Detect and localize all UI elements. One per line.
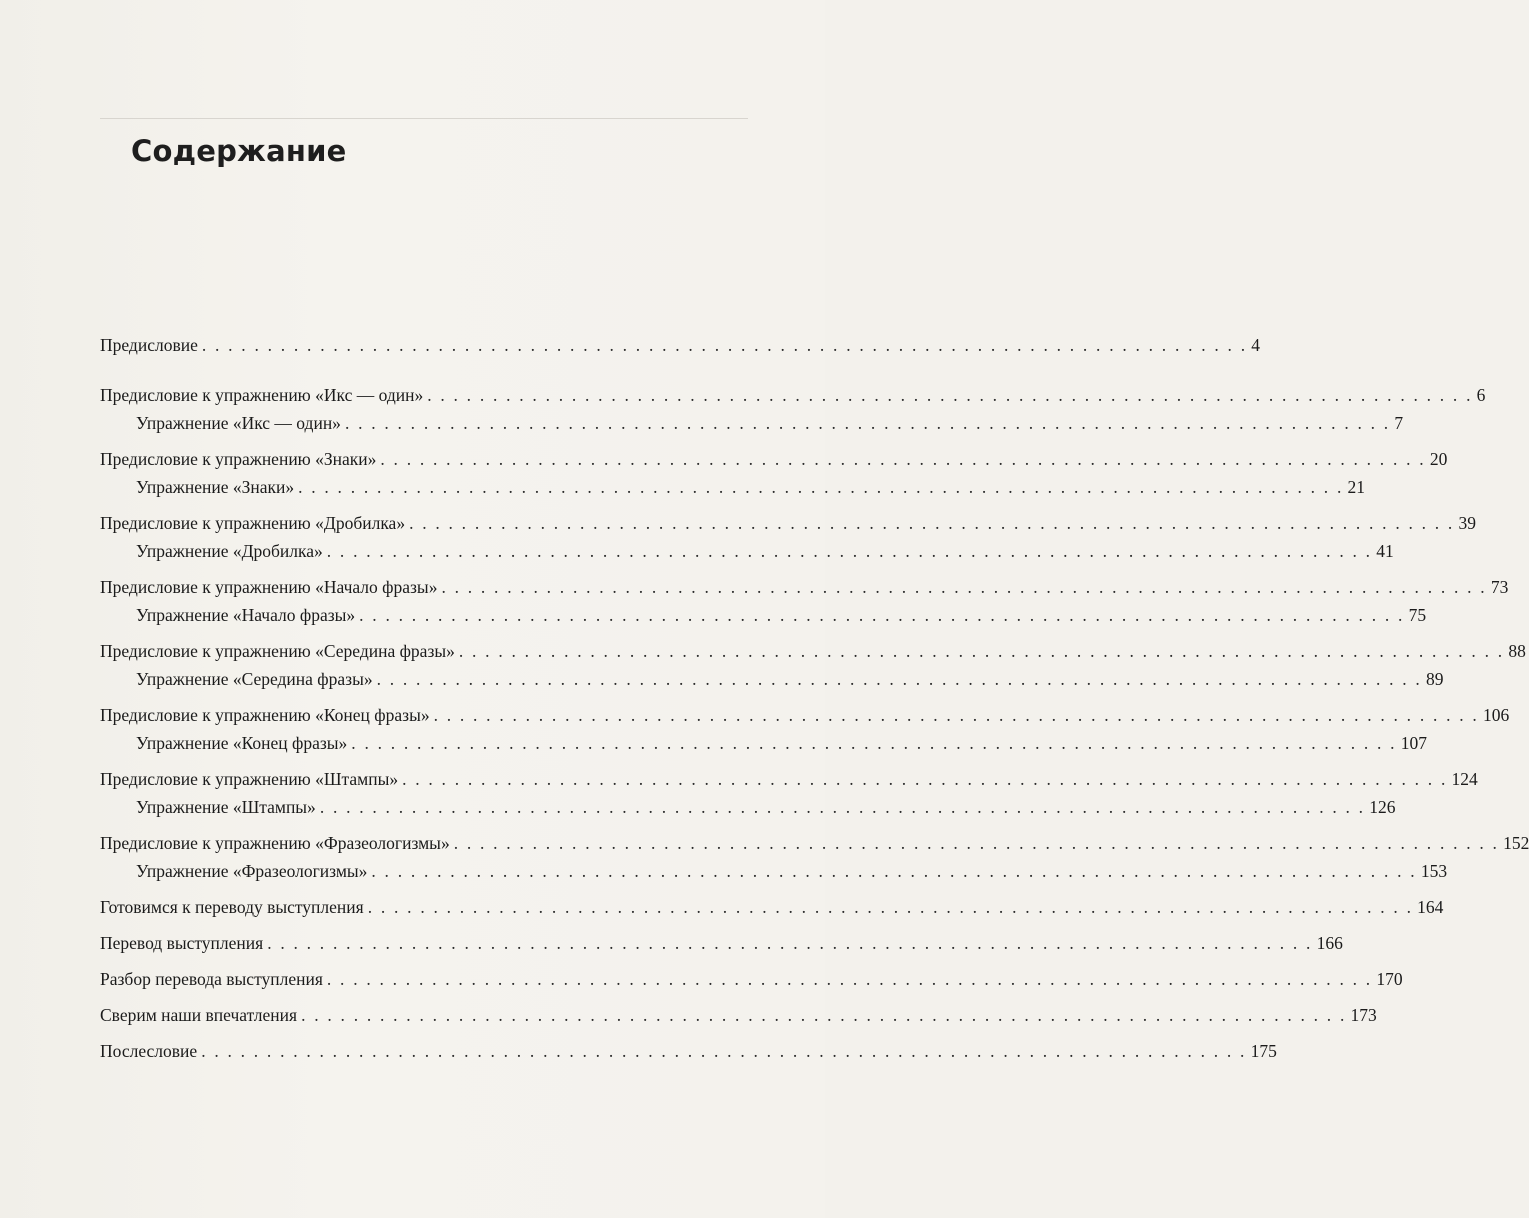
toc-page-number: 6 [1476,385,1486,405]
toc-entry[interactable] [100,1004,1377,1026]
toc-entry-label: Упражнение «Штампы» [136,797,316,817]
toc-entry-label: Упражнение «Дробилка» [136,541,323,561]
toc-leader-dots: . . . . . . . . . . . . . . . . . . . . . . . . . . . . . . . . . . . . . . . . . . . . . . . . . . . . . . . . . . . . . . . . . . . . . . . . . . . . . . . . [301,1005,1347,1025]
toc-subentry[interactable] [100,412,1404,434]
toc-leader-dots: . . . . . . . . . . . . . . . . . . . . . . . . . . . . . . . . . . . . . . . . . . . . . . . . . . . . . . . . . . . . . . . . . . . . . . . . . . . . . . . . [201,335,1248,355]
toc-page-number: 152 [1503,833,1529,853]
toc-leader-dots: . . . . . . . . . . . . . . . . . . . . . . . . . . . . . . . . . . . . . . . . . . . . . . . . . . . . . . . . . . . . . . . . . . . . . . . . . . . . . . . . [402,769,1448,789]
toc-page-number: 124 [1451,769,1478,789]
toc-entry-label: Упражнение «Середина фразы» [136,669,373,689]
toc-page-number: 20 [1429,449,1448,469]
toc-page-number: 88 [1508,641,1526,661]
toc-leader-dots: . . . . . . . . . . . . . . . . . . . . . . . . . . . . . . . . . . . . . . . . . . . . . . . . . . . . . . . . . . . . . . . . . . . . . . . . . . . . . . . . [458,641,1505,661]
toc-page-number: 107 [1400,733,1427,753]
toc-leader-dots: . . . . . . . . . . . . . . . . . . . . . . . . . . . . . . . . . . . . . . . . . . . . . . . . . . . . . . . . . . . . . . . . . . . . . . . . . . . . . . . . [453,833,1500,853]
toc-page-number: 126 [1369,797,1396,817]
toc-leader-dots: . . . . . . . . . . . . . . . . . . . . . . . . . . . . . . . . . . . . . . . . . . . . . . . . . . . . . . . . . . . . . . . . . . . . . . . . . . . . . . . . [319,797,1366,817]
toc-entry-label: Упражнение «Икс — один» [136,413,341,433]
toc-leader-dots: . . . . . . . . . . . . . . . . . . . . . . . . . . . . . . . . . . . . . . . . . . . . . . . . . . . . . . . . . . . . . . . . . . . . . . . . . . . . . . . . [409,513,1455,533]
toc-entry-label: Предисловие к упражнению «Штампы» [100,769,399,789]
toc-leader-dots: . . . . . . . . . . . . . . . . . . . . . . . . . . . . . . . . . . . . . . . . . . . . . . . . . . . . . . . . . . . . . . . . . . . . . . . . . . . . . . . . [351,733,1397,753]
toc-page-number: 153 [1420,861,1448,881]
toc-leader-dots: . . . . . . . . . . . . . . . . . . . . . . . . . . . . . . . . . . . . . . . . . . . . . . . . . . . . . . . . . . . . . . . . . . . . . . . . . . . . . . . . [326,541,1373,561]
toc-entry-label: Разбор перевода выступления [100,969,323,989]
toc-page-number: 4 [1251,335,1261,355]
toc-leader-dots: . . . . . . . . . . . . . . . . . . . . . . . . . . . . . . . . . . . . . . . . . . . . . . . . . . . . . . . . . . . . . . . . . . . . . . . . . . . . . . . . [380,449,1426,469]
toc-subentry[interactable] [100,796,1396,818]
toc-entry-label: Перевод выступления [100,933,264,953]
toc-leader-dots: . . . . . . . . . . . . . . . . . . . . . . . . . . . . . . . . . . . . . . . . . . . . . . . . . . . . . . . . . . . . . . . . . . . . . . . . . . . . . . . . [201,1041,1247,1061]
toc-entry-label: Предисловие к упражнению «Икс — один» [100,385,424,405]
toc-entry-label: Предисловие [100,335,198,355]
toc-page-number: 21 [1347,477,1366,497]
toc-leader-dots: . . . . . . . . . . . . . . . . . . . . . . . . . . . . . . . . . . . . . . . . . . . . . . . . . . . . . . . . . . . . . . . . . . . . . . . . . . . . . . . . [376,669,1423,689]
toc-entry[interactable] [100,896,1444,918]
table-of-contents [100,334,1529,1062]
toc-entry-label: Послесловие [100,1041,198,1061]
toc-leader-dots: . . . . . . . . . . . . . . . . . . . . . . . . . . . . . . . . . . . . . . . . . . . . . . . . . . . . . . . . . . . . . . . . . . . . . . . . . . . . . . . . [298,477,1344,497]
toc-page-number: 175 [1250,1041,1277,1061]
toc-leader-dots: . . . . . . . . . . . . . . . . . . . . . . . . . . . . . . . . . . . . . . . . . . . . . . . . . . . . . . . . . . . . . . . . . . . . . . . . . . . . . . . . [326,969,1373,989]
toc-leader-dots: . . . . . . . . . . . . . . . . . . . . . . . . . . . . . . . . . . . . . . . . . . . . . . . . . . . . . . . . . . . . . . . . . . . . . . . . . . . . . . . . [367,897,1414,917]
toc-entry[interactable] [100,968,1403,990]
toc-page-number: 170 [1376,969,1403,989]
toc-entry[interactable] [100,384,1486,406]
toc-subentry[interactable] [100,604,1427,626]
toc-page-number: 7 [1394,413,1404,433]
toc-page-number: 164 [1417,897,1444,917]
toc-entry-label: Сверим наши впечатления [100,1005,298,1025]
toc-entry[interactable] [100,448,1448,470]
toc-page-number: 41 [1376,541,1394,561]
toc-subentry[interactable] [100,476,1366,498]
toc-page-number: 173 [1350,1005,1377,1025]
toc-entry[interactable] [100,832,1529,854]
toc-page-number: 73 [1490,577,1509,597]
toc-entry-label: Упражнение «Фразеологизмы» [136,861,368,881]
toc-page-number: 106 [1483,705,1510,725]
toc-leader-dots: . . . . . . . . . . . . . . . . . . . . . . . . . . . . . . . . . . . . . . . . . . . . . . . . . . . . . . . . . . . . . . . . . . . . . . . . . . . . . . . . [359,605,1405,625]
toc-page-number: 166 [1316,933,1343,953]
toc-entry-label: Предисловие к упражнению «Начало фразы» [100,577,438,597]
toc-entry-label: Предисловие к упражнению «Фразеологизмы» [100,833,450,853]
header-rule [100,118,748,119]
toc-leader-dots: . . . . . . . . . . . . . . . . . . . . . . . . . . . . . . . . . . . . . . . . . . . . . . . . . . . . . . . . . . . . . . . . . . . . . . . . . . . . . . . . [433,705,1480,725]
toc-page-number: 39 [1458,513,1477,533]
toc-page-number: 75 [1408,605,1427,625]
toc-subentry[interactable] [100,860,1448,882]
toc-subentry[interactable] [100,668,1444,690]
toc-entry-label: Упражнение «Конец фразы» [136,733,348,753]
toc-leader-dots: . . . . . . . . . . . . . . . . . . . . . . . . . . . . . . . . . . . . . . . . . . . . . . . . . . . . . . . . . . . . . . . . . . . . . . . . . . . . . . . . [371,861,1417,881]
toc-entry[interactable] [100,768,1478,790]
toc-entry-label: Готовимся к переводу выступления [100,897,364,917]
toc-entry[interactable] [100,334,1261,356]
toc-subentry[interactable] [100,732,1427,754]
toc-entry-label: Упражнение «Знаки» [136,477,295,497]
toc-entry-label: Упражнение «Начало фразы» [136,605,356,625]
toc-leader-dots: . . . . . . . . . . . . . . . . . . . . . . . . . . . . . . . . . . . . . . . . . . . . . . . . . . . . . . . . . . . . . . . . . . . . . . . . . . . . . . . . [441,577,1487,597]
toc-entry[interactable] [100,512,1477,534]
toc-leader-dots: . . . . . . . . . . . . . . . . . . . . . . . . . . . . . . . . . . . . . . . . . . . . . . . . . . . . . . . . . . . . . . . . . . . . . . . . . . . . . . . . [427,385,1473,405]
toc-entry[interactable] [100,704,1510,726]
toc-leader-dots: . . . . . . . . . . . . . . . . . . . . . . . . . . . . . . . . . . . . . . . . . . . . . . . . . . . . . . . . . . . . . . . . . . . . . . . . . . . . . . . . [267,933,1313,953]
toc-page-number: 89 [1426,669,1444,689]
toc-entry[interactable] [100,932,1343,954]
toc-leader-dots: . . . . . . . . . . . . . . . . . . . . . . . . . . . . . . . . . . . . . . . . . . . . . . . . . . . . . . . . . . . . . . . . . . . . . . . . . . . . . . . . [344,413,1391,433]
toc-entry-label: Предисловие к упражнению «Знаки» [100,449,377,469]
page-title: Содержание [131,134,347,168]
toc-entry-label: Предисловие к упражнению «Дробилка» [100,513,406,533]
toc-entry[interactable] [100,576,1509,598]
toc-entry[interactable] [100,640,1526,662]
toc-subentry[interactable] [100,540,1394,562]
toc-entry[interactable] [100,1040,1277,1062]
toc-entry-label: Предисловие к упражнению «Середина фразы» [100,641,455,661]
toc-entry-label: Предисловие к упражнению «Конец фразы» [100,705,430,725]
